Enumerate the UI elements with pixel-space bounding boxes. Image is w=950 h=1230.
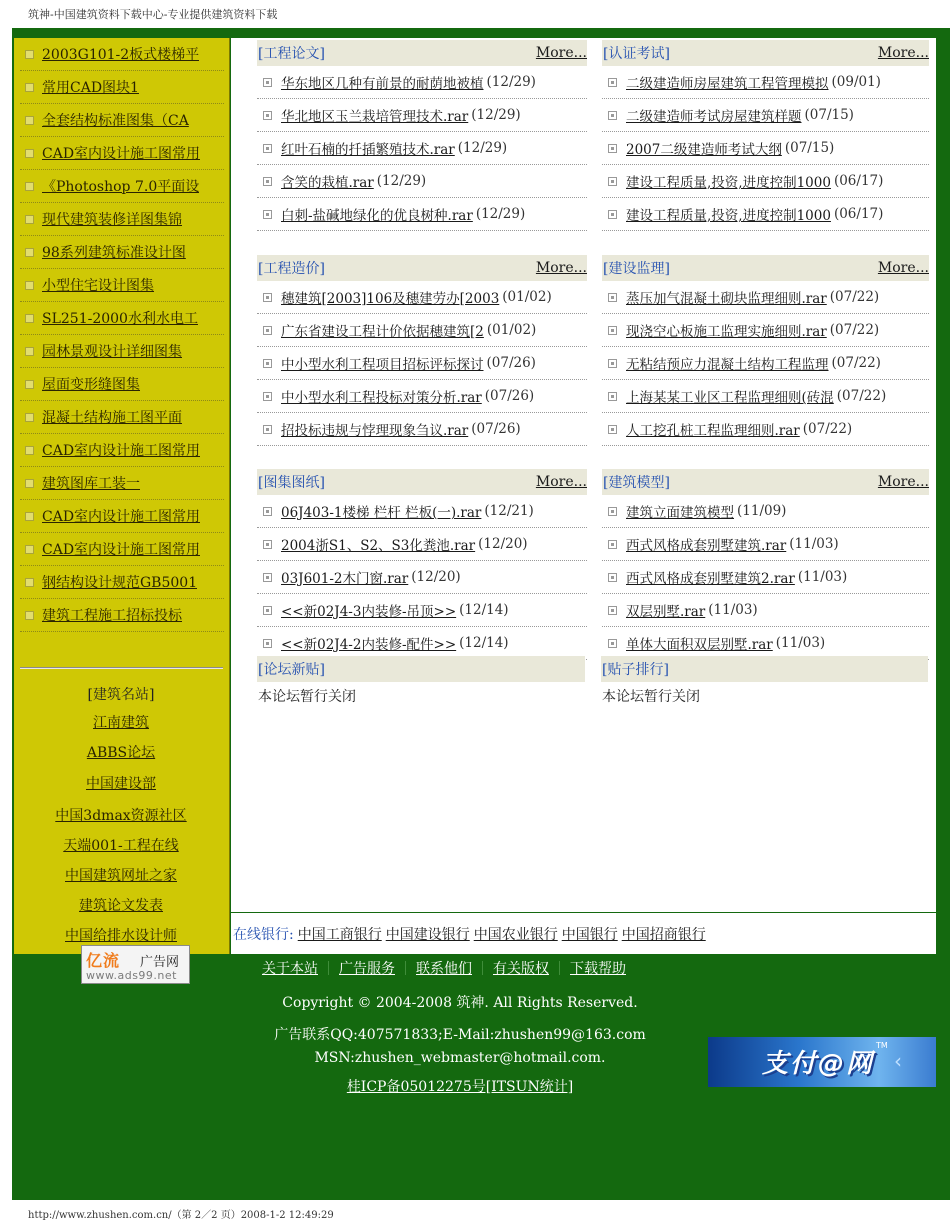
article-date: (12/14) (459, 602, 509, 618)
famous-site-item (14, 837, 228, 867)
article-item (257, 281, 587, 314)
article-item (257, 66, 587, 99)
online-bank-label: 在线银行: (233, 927, 294, 943)
ad-banner[interactable] (81, 945, 190, 984)
article-list (257, 281, 587, 446)
sidebar-item[interactable] (20, 500, 224, 533)
footer-link[interactable]: 广告服务 (339, 961, 395, 977)
sidebar-item-link[interactable]: 建筑图库工装一 (42, 476, 140, 492)
article-date: (11/09) (737, 503, 787, 519)
square-bullet-icon (608, 78, 617, 87)
footer-separator (405, 961, 406, 975)
bank-link[interactable]: 中国农业银行 (473, 927, 558, 943)
article-link[interactable]: 含笑的栽植.rar (281, 175, 374, 191)
article-date: (12/29) (486, 74, 536, 90)
article-item (257, 132, 587, 165)
article-link[interactable]: 中小型水利工程投标对策分析.rar (281, 390, 482, 406)
article-item (257, 165, 587, 198)
sidebar-item[interactable] (20, 302, 224, 335)
section-title: [工程造价] (258, 261, 325, 277)
sidebar-item-link[interactable]: 屋面变形缝图集 (42, 377, 140, 393)
square-bullet-icon (608, 111, 617, 120)
square-bullet-icon (263, 606, 272, 615)
sidebar-item-link[interactable]: 混凝土结构施工图平面 (42, 410, 182, 426)
bank-link[interactable]: 中国招商银行 (621, 927, 706, 943)
footer-nav (262, 958, 626, 978)
footer-link[interactable]: 联系他们 (416, 961, 472, 977)
article-item (257, 561, 587, 594)
square-bullet-icon (608, 177, 617, 186)
more-link[interactable]: More... (535, 474, 587, 490)
section-3 (257, 255, 587, 446)
article-date: (12/14) (459, 635, 509, 651)
article-date: (07/15) (784, 140, 835, 156)
sidebar-item[interactable] (20, 38, 224, 71)
square-bullet-icon (263, 78, 272, 87)
icp-link[interactable]: 桂ICP备05012275号[ITSUN统计] (346, 1079, 574, 1095)
bank-link[interactable]: 中国建设银行 (385, 927, 470, 943)
article-link[interactable]: 穗建筑[2003]106及穗建劳办[2003 (281, 291, 500, 307)
article-link[interactable]: 上海某某工业区工程监理细则(砖混 (626, 390, 834, 406)
article-item (602, 132, 929, 165)
article-item (257, 99, 587, 132)
square-bullet-icon (263, 359, 272, 368)
article-link[interactable]: 西式风格成套别墅建筑2.rar (626, 571, 795, 587)
forum-new-posts-text: 本论坛暂行关闭 (258, 689, 356, 705)
article-link[interactable]: 现浇空心板施工监理实施细则.rar (626, 324, 827, 340)
pay-banner[interactable] (708, 1037, 936, 1087)
famous-site-item (14, 867, 228, 897)
famous-site-link[interactable]: 中国3dmax资源社区 (55, 808, 187, 824)
bank-link[interactable]: 中国银行 (561, 927, 618, 943)
sidebar-item-link[interactable]: 98系列建筑标准设计图 (42, 245, 186, 261)
article-date: (12/29) (471, 107, 521, 123)
article-link[interactable]: 红叶石楠的扦插繁殖技术.rar (281, 142, 455, 158)
sidebar-item-link[interactable]: 小型住宅设计图集 (42, 278, 154, 294)
article-date: (06/17) (833, 173, 884, 189)
sidebar-item-link[interactable]: 园林景观设计详细图集 (42, 344, 182, 360)
forum-new-posts-title: [论坛新贴] (258, 662, 325, 678)
famous-site-item (14, 897, 228, 927)
sidebar-item-link[interactable]: CAD室内设计施工图常用 (42, 542, 201, 558)
sidebar-item-link[interactable]: 现代建筑装修详图集锦 (42, 212, 182, 228)
print-header: 筑神-中国建筑资料下载中心-专业提供建筑资料下载 (28, 8, 278, 21)
article-date: (11/03) (797, 569, 848, 585)
article-link[interactable]: 建设工程质量,投资,进度控制1000 (626, 208, 831, 224)
square-bullet-icon (608, 507, 617, 516)
article-list (602, 281, 929, 446)
square-bullet-icon (608, 573, 617, 582)
footer-separator (559, 961, 560, 975)
article-date: (01/02) (486, 322, 537, 338)
article-link[interactable]: 二级建造师房屋建筑工程管理模拟 (626, 76, 829, 92)
article-date: (07/26) (471, 421, 521, 437)
bullet-icon (25, 611, 34, 620)
article-date: (12/29) (457, 140, 508, 156)
sidebar-item[interactable] (20, 401, 224, 434)
post-ranking-text: 本论坛暂行关闭 (602, 689, 700, 705)
article-date: (07/26) (484, 388, 535, 404)
sidebar-item[interactable] (20, 467, 224, 500)
footer-link[interactable]: 下载帮助 (570, 961, 626, 977)
footer-link[interactable]: 关于本站 (262, 961, 318, 977)
famous-site-link[interactable]: 中国建筑网址之家 (65, 868, 177, 884)
sidebar-item[interactable] (20, 170, 224, 203)
square-bullet-icon (263, 639, 272, 648)
sidebar-item[interactable] (20, 203, 224, 236)
article-date: (12/21) (484, 503, 534, 519)
square-bullet-icon (263, 507, 272, 516)
pay-banner-logo: 支付@网 (762, 1049, 875, 1079)
article-link[interactable]: 中小型水利工程项目招标评标探讨 (281, 357, 484, 373)
section-6 (602, 469, 929, 660)
ad-url: www.ads99.net (86, 969, 177, 982)
article-item (602, 281, 929, 314)
section-header (257, 255, 587, 281)
famous-site-link[interactable]: 江南建筑 (93, 715, 149, 731)
bullet-icon (25, 149, 34, 158)
sidebar-item[interactable] (20, 104, 224, 137)
article-link[interactable]: 建筑立面建筑模型 (626, 505, 734, 521)
more-link[interactable]: More... (535, 45, 587, 61)
bullet-icon (25, 380, 34, 389)
more-link[interactable]: More... (877, 260, 929, 276)
section-5 (257, 469, 587, 660)
section-title: [建筑模型] (603, 475, 670, 491)
article-item (257, 198, 587, 231)
section-title: [认证考试] (603, 46, 670, 62)
famous-site-link[interactable]: 建筑论文发表 (79, 898, 163, 914)
square-bullet-icon (263, 392, 272, 401)
copyright: Copyright © 2004-2008 筑神. All Rights Reserved. (282, 995, 638, 1011)
square-bullet-icon (608, 540, 617, 549)
square-bullet-icon (263, 210, 272, 219)
article-link[interactable]: 建设工程质量,投资,进度控制1000 (626, 175, 831, 191)
article-list (602, 66, 929, 231)
article-list (257, 495, 587, 660)
sidebar-item-link[interactable]: CAD室内设计施工图常用 (42, 509, 201, 525)
article-link[interactable]: 西式风格成套别墅建筑.rar (626, 538, 787, 554)
forum-new-posts-header (257, 656, 585, 682)
trademark-mark: TM (876, 1041, 888, 1050)
ad-brand-logo: 亿流 (86, 951, 121, 970)
section-title: [建设监理] (603, 261, 670, 277)
article-item (257, 594, 587, 627)
sidebar-item[interactable] (20, 533, 224, 566)
sidebar-item[interactable] (20, 71, 224, 104)
sidebar-item-link[interactable]: 全套结构标准图集（CA (42, 113, 189, 129)
square-bullet-icon (263, 144, 272, 153)
section-title: [图集图纸] (258, 475, 325, 491)
article-date: (12/29) (475, 206, 526, 222)
article-date: (07/22) (831, 355, 881, 371)
article-link[interactable]: 2007二级建造师考试大纲 (626, 142, 782, 158)
sidebar-item[interactable] (20, 236, 224, 269)
article-item (602, 347, 929, 380)
famous-site-item (14, 807, 228, 837)
sidebar-item[interactable] (20, 335, 224, 368)
bullet-icon (25, 347, 34, 356)
square-bullet-icon (608, 359, 617, 368)
square-bullet-icon (263, 540, 272, 549)
famous-site-item (14, 775, 228, 807)
article-link[interactable]: 03J601-2木门窗.rar (281, 571, 409, 587)
section-header (602, 469, 929, 495)
article-date: (12/20) (411, 569, 461, 585)
sidebar-item[interactable] (20, 137, 224, 170)
famous-sites-title: [建筑名站] (87, 687, 155, 703)
article-item (602, 66, 929, 99)
bullet-icon (25, 83, 34, 92)
chevron-left-icon: ‹ (894, 1049, 902, 1073)
online-bank-bar (231, 912, 936, 955)
article-item (602, 380, 929, 413)
msn-contact: MSN:zhushen_webmaster@hotmail.com. (314, 1050, 606, 1066)
article-link[interactable]: 单体大面积双层别墅.rar (626, 637, 773, 653)
article-link[interactable]: 华北地区玉兰栽培管理技术.rar (281, 109, 469, 125)
article-item (602, 528, 929, 561)
article-item (602, 495, 929, 528)
section-2 (602, 40, 929, 231)
footer-link[interactable]: 有关版权 (493, 961, 549, 977)
sidebar-item-link[interactable]: 常用CAD图块1 (42, 80, 139, 96)
article-item (257, 314, 587, 347)
ad-label: 广告网 (140, 955, 180, 970)
bullet-icon (25, 50, 34, 59)
article-link[interactable]: 2004浙S1、S2、S3化粪池.rar (281, 538, 476, 554)
article-item (602, 314, 929, 347)
sidebar-item[interactable] (20, 566, 224, 599)
footer-separator (482, 961, 483, 975)
article-date: (09/01) (831, 74, 881, 90)
article-date: (07/22) (829, 322, 880, 338)
ad-contact: 广告联系QQ:407571833;E-Mail:zhushen99@163.com (274, 1027, 646, 1043)
left-sidebar (14, 38, 230, 982)
square-bullet-icon (263, 293, 272, 302)
article-item (602, 99, 929, 132)
famous-site-link[interactable]: 天端001-工程在线 (63, 838, 179, 854)
more-link[interactable]: More... (535, 260, 587, 276)
sidebar-divider (20, 667, 223, 669)
article-link[interactable]: 白刺-盐碱地绿化的优良树种.rar (281, 208, 473, 224)
square-bullet-icon (608, 293, 617, 302)
article-link[interactable]: 06J403-1楼梯 栏杆 栏板(一).rar (281, 505, 482, 521)
famous-sites-list (14, 714, 228, 957)
article-date: (07/22) (829, 289, 880, 305)
article-date: (07/26) (486, 355, 536, 371)
article-item (257, 380, 587, 413)
famous-site-link[interactable]: 中国建设部 (86, 776, 156, 792)
bullet-icon (25, 314, 34, 323)
bank-link[interactable]: 中国工商银行 (297, 927, 382, 943)
square-bullet-icon (263, 573, 272, 582)
article-item (257, 495, 587, 528)
square-bullet-icon (608, 326, 617, 335)
bullet-icon (25, 215, 34, 224)
square-bullet-icon (263, 111, 272, 120)
famous-site-item (14, 744, 228, 775)
sidebar-item-link[interactable]: 2003G101-2板式楼梯平 (42, 47, 200, 63)
sidebar-download-list (20, 38, 224, 632)
section-header (602, 40, 929, 66)
article-link[interactable]: 华东地区几种有前景的耐荫地被植 (281, 76, 484, 92)
square-bullet-icon (608, 392, 617, 401)
article-item (602, 594, 929, 627)
square-bullet-icon (263, 425, 272, 434)
bullet-icon (25, 116, 34, 125)
bullet-icon (25, 512, 34, 521)
article-date: (07/15) (804, 107, 854, 123)
more-link[interactable]: More... (877, 45, 929, 61)
article-date: (07/22) (836, 388, 887, 404)
article-item (602, 413, 929, 446)
post-ranking-title: [贴子排行] (602, 662, 669, 678)
article-link[interactable]: <<新02J4-2内装修-配件>> (281, 637, 457, 653)
article-link[interactable]: 广东省建设工程计价依据穗建筑[2 (281, 324, 484, 340)
bullet-icon (25, 182, 34, 191)
post-ranking-header (601, 656, 928, 682)
article-link[interactable]: 无粘结预应力混凝土结构工程监理 (626, 357, 829, 373)
square-bullet-icon (608, 210, 617, 219)
bullet-icon (25, 545, 34, 554)
section-header (257, 469, 587, 495)
sidebar-item[interactable] (20, 269, 224, 302)
article-list (602, 495, 929, 660)
section-4 (602, 255, 929, 446)
famous-site-link[interactable]: ABBS论坛 (86, 745, 156, 761)
section-header (602, 255, 929, 281)
sidebar-item[interactable] (20, 368, 224, 401)
article-link[interactable]: 招投标违规与悖理现象刍议.rar (281, 423, 469, 439)
section-title: [工程论文] (258, 46, 325, 62)
square-bullet-icon (608, 144, 617, 153)
sidebar-item-link[interactable]: 《Photoshop 7.0平面设 (42, 179, 200, 195)
article-link[interactable]: 双层别墅.rar (626, 604, 706, 620)
sidebar-item-link[interactable]: CAD室内设计施工图常用 (42, 146, 201, 162)
article-link[interactable]: 二级建造师考试房屋建筑样题 (626, 109, 802, 125)
bullet-icon (25, 281, 34, 290)
section-header (257, 40, 587, 66)
article-item (257, 528, 587, 561)
article-date: (01/02) (502, 289, 552, 305)
article-date: (12/20) (478, 536, 528, 552)
sidebar-item-link[interactable]: SL251-2000水利水电工 (42, 311, 198, 327)
article-date: (11/03) (775, 635, 826, 651)
icp-line (230, 1076, 690, 1096)
bank-links (298, 924, 710, 944)
famous-site-link[interactable]: 中国给排水设计师 (65, 928, 177, 944)
footer-separator (328, 961, 329, 975)
bullet-icon (25, 248, 34, 257)
article-item (602, 561, 929, 594)
article-item (257, 347, 587, 380)
article-date: (12/29) (376, 173, 427, 189)
sidebar-item[interactable] (20, 599, 224, 632)
section-1 (257, 40, 587, 231)
sidebar-item[interactable] (20, 434, 224, 467)
article-link[interactable]: <<新02J4-3内装修-吊顶>> (281, 604, 457, 620)
article-list (257, 66, 587, 231)
article-link[interactable]: 人工挖孔桩工程监理细则.rar (626, 423, 800, 439)
sidebar-item-link[interactable]: 钢结构设计规范GB5001 (42, 575, 198, 591)
article-date: (07/22) (802, 421, 853, 437)
sidebar-item-link[interactable]: CAD室内设计施工图常用 (42, 443, 201, 459)
bullet-icon (25, 446, 34, 455)
square-bullet-icon (608, 425, 617, 434)
article-item (602, 198, 929, 231)
main-content (231, 38, 936, 954)
bullet-icon (25, 479, 34, 488)
article-date: (11/03) (708, 602, 758, 618)
article-date: (06/17) (833, 206, 884, 222)
article-date: (11/03) (789, 536, 839, 552)
square-bullet-icon (608, 639, 617, 648)
more-link[interactable]: More... (877, 474, 929, 490)
print-footer: http://www.zhushen.com.cn/（第 2／2 页）2008-1-2 12:49:29 (28, 1210, 334, 1221)
article-item (602, 165, 929, 198)
article-item (257, 413, 587, 446)
sidebar-item-link[interactable]: 建筑工程施工招标投标 (42, 608, 182, 624)
square-bullet-icon (263, 326, 272, 335)
square-bullet-icon (608, 606, 617, 615)
famous-site-item (14, 714, 228, 744)
bullet-icon (25, 578, 34, 587)
bullet-icon (25, 413, 34, 422)
square-bullet-icon (263, 177, 272, 186)
article-link[interactable]: 蒸压加气混凝土砌块监理细则.rar (626, 291, 827, 307)
